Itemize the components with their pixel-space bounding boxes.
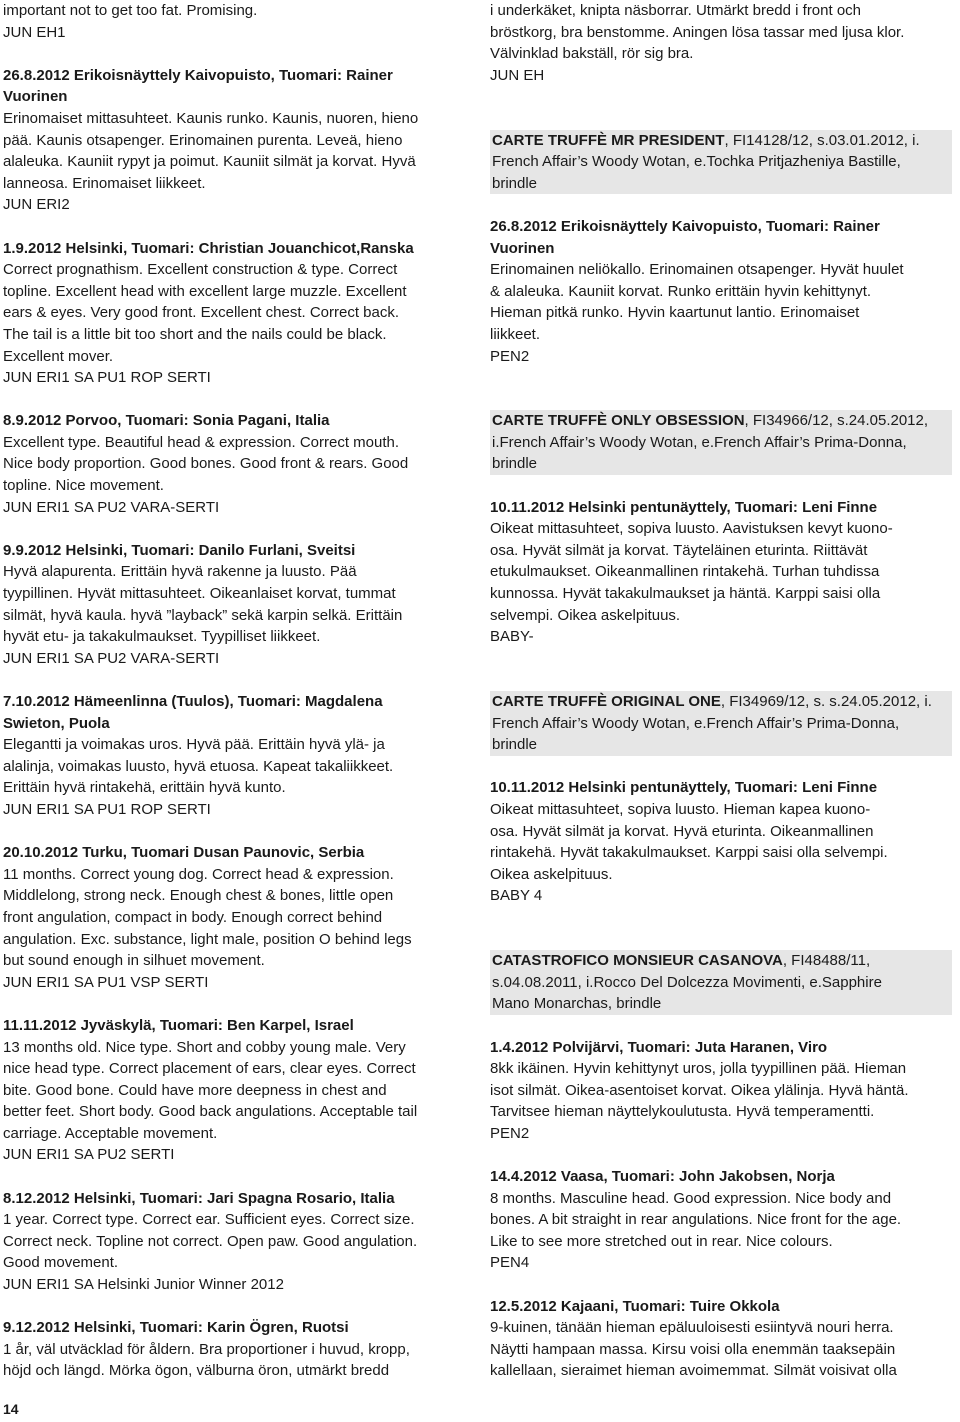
show-heading: 1.9.2012 Helsinki, Tuomari: Christian Jouanchicot,Ranska	[3, 239, 414, 257]
spacer	[3, 821, 468, 843]
spacer	[490, 1015, 952, 1037]
critique-line: i underkäket, knipta näsborrar. Utmärkt bredd i front och	[490, 2, 862, 19]
show-heading: Vuorinen	[3, 88, 68, 106]
show-critique-line: BABY 4	[490, 887, 543, 905]
show-critique-line: lanneosa. Erinomaiset liikkeet.	[3, 174, 206, 192]
show-critique-line: PEN2	[490, 347, 530, 365]
show-heading: 11.11.2012 Jyväskylä, Tuomari: Ben Karpel, Israel	[3, 1016, 354, 1034]
show-heading: 1.4.2012 Polvijärvi, Tuomari: Juta Haranen, Viro	[490, 1038, 828, 1056]
show-critique-line: Excellent mover.	[3, 347, 114, 365]
show-critique-line: selvempi. Oikea askelpituus.	[490, 606, 681, 624]
show-critique-line: tyypillinen. Hyvät mittasuhteet. Oikeanlaiset korvat, tummat	[3, 585, 396, 603]
show-entry	[490, 1166, 952, 1274]
spacer	[3, 993, 468, 1015]
dog-header	[490, 410, 952, 475]
dog-info-line: CATASTROFICO MONSIEUR CASANOVA, FI48488/11,	[492, 952, 871, 970]
show-critique-line: Erinomainen neliökallo. Erinomainen otsapenger. Hyvät huulet	[490, 261, 904, 279]
critique-line: JUN EH	[490, 66, 545, 84]
dog-name: CARTE TRUFFÈ ONLY OBSESSION	[492, 412, 745, 430]
show-critique-line: 1 år, väl utväcklad för åldern. Bra proportioner i huvud, kropp,	[3, 1340, 410, 1358]
show-critique-line: Näytti hampaan massa. Kirsu voisi olla enemmän taaksepäin	[490, 1340, 896, 1358]
show-critique-line: Tarvitsee hieman näyttelykoulutusta. Hyvä temperamentti.	[490, 1103, 875, 1121]
show-critique-line: alalinja, voimakas luusto, hyvä etuosa. Kapeat takaliikkeet.	[3, 757, 394, 775]
show-critique-line: Correct prognathism. Excellent construction & type. Correct	[3, 261, 398, 279]
show-critique-line: angulation. Exc. substance, light male, position O behind legs	[3, 930, 412, 948]
show-critique-line: Oikeat mittasuhteet, sopiva luusto. Aavistuksen kevyt kuono-	[490, 520, 893, 538]
show-critique-line: Oikea askelpituus.	[490, 865, 613, 883]
show-heading: 12.5.2012 Kajaani, Tuomari: Tuire Okkola	[490, 1297, 780, 1315]
show-critique-line: JUN ERI1 SA PU1 VSP SERTI	[3, 973, 209, 991]
show-heading: Vuorinen	[490, 239, 555, 257]
show-critique-line: Oikeat mittasuhteet, sopiva luusto. Hieman kapea kuono-	[490, 800, 871, 818]
show-critique-line: JUN ERI1 SA PU2 VARA-SERTI	[3, 498, 220, 516]
critique-line: important not to get too fat. Promising.	[3, 2, 258, 19]
show-entry	[490, 1296, 952, 1382]
show-entry	[490, 777, 952, 907]
show-critique-line: Good movement.	[3, 1254, 119, 1272]
show-critique-line: JUN ERI1 SA PU2 SERTI	[3, 1146, 175, 1164]
show-heading: 14.4.2012 Vaasa, Tuomari: John Jakobsen, Norja	[490, 1168, 835, 1186]
show-critique-line: Like to see more stretched out in rear. Nice colours.	[490, 1232, 833, 1250]
spacer	[490, 929, 952, 951]
show-critique-line: 9-kuinen, tänään hieman epäluuloisesti esiintyvä nouri herra.	[490, 1319, 894, 1337]
dog-info-line: i.French Affair’s Woody Wotan, e.French Affair’s Prima-Donna,	[492, 433, 907, 451]
show-entry	[3, 842, 468, 993]
spacer	[3, 43, 468, 65]
critique-line: Välvinklad bakställ, rör sig bra.	[490, 45, 694, 63]
show-critique-line: silmät, hyvä kaula. hyvä ”layback” sekä karpin selkä. Erittäin	[3, 606, 403, 624]
show-heading: 20.10.2012 Turku, Tuomari Dusan Paunovic, Serbia	[3, 844, 365, 862]
show-critique-line: nice head type. Correct placement of ears, clear eyes. Correct	[3, 1060, 416, 1078]
show-critique-line: Elegantti ja voimakas uros. Hyvä pää. Erittäin hyvä ylä- ja	[3, 736, 385, 754]
show-critique-line: The tail is a little bit too short and the nails could be black.	[3, 325, 387, 343]
show-critique-line: 11 months. Correct young dog. Correct head & expression.	[3, 865, 394, 883]
spacer	[490, 648, 952, 670]
show-critique-line: Correct neck. Topline not correct. Open paw. Good angulation.	[3, 1232, 418, 1250]
spacer	[3, 389, 468, 411]
continued-critique	[490, 0, 952, 86]
show-critique-line: hyvät etu- ja takakulmaukset. Tyypilliset liikkeet.	[3, 628, 321, 646]
show-critique-line: bite. Good bone. Could have more deepness in chest and	[3, 1081, 387, 1099]
spacer	[490, 756, 952, 778]
show-critique-line: bones. A bit straight in rear angulations. Nice front for the age.	[490, 1211, 902, 1229]
critique-line: bröstkorg, bra benstomme. Aningen lösa tassar med ljusa klor.	[490, 23, 905, 41]
show-critique-line: osa. Hyvät silmät ja korvat. Hyvä eturinta. Oikeanmallinen	[490, 822, 874, 840]
right-column	[490, 0, 952, 1382]
show-critique-line: Erinomaiset mittasuhteet. Kaunis runko. Kaunis, nuoren, hieno	[3, 109, 419, 127]
spacer	[490, 389, 952, 411]
show-critique-line: alaleuka. Kauniit rypyt ja poimut. Kauniit silmät ja korvat. Hyvä	[3, 153, 416, 171]
dog-header	[490, 130, 952, 195]
show-critique-line: JUN ERI1 SA PU1 ROP SERTI	[3, 800, 211, 818]
dog-info-line: brindle	[492, 455, 538, 473]
show-critique-line: rintakehä. Hyvät takakulmaukset. Karppi saisi olla selvempi.	[490, 844, 888, 862]
show-critique-line: & alaleuka. Kauniit korvat. Runko erittäin hyvin kehittynyt.	[490, 282, 872, 300]
dog-info-line: CARTE TRUFFÈ ORIGINAL ONE, FI34969/12, s. s.24.05.2012, i.	[492, 693, 932, 710]
show-heading: 7.10.2012 Hämeenlinna (Tuulos), Tuomari: Magdalena	[3, 693, 383, 710]
show-heading: 26.8.2012 Erikoisnäyttely Kaivopuisto, Tuomari: Rainer	[490, 217, 880, 235]
show-entry	[3, 410, 468, 518]
show-critique-line: pää. Kaunis otsapenger. Erinomainen purenta. Leveä, hieno	[3, 131, 403, 149]
show-critique-line: 8kk ikäinen. Hyvin kehittynyt uros, jolla tyypillinen pää. Hieman	[490, 1060, 907, 1078]
show-critique-line: 1 year. Correct type. Correct ear. Sufficient eyes. Correct size.	[3, 1211, 415, 1229]
show-heading: 10.11.2012 Helsinki pentunäyttely, Tuomari: Leni Finne	[490, 779, 878, 797]
show-critique-line: JUN ERI1 SA PU2 VARA-SERTI	[3, 649, 220, 667]
spacer	[490, 907, 952, 929]
dog-header	[490, 950, 952, 1015]
spacer	[490, 194, 952, 216]
spacer	[3, 518, 468, 540]
show-critique-line: JUN ERI1 SA Helsinki Junior Winner 2012	[3, 1276, 284, 1294]
spacer	[490, 1274, 952, 1296]
show-critique-line: osa. Hyvät silmät ja korvat. Täyteläinen eturinta. Riittävät	[490, 541, 868, 559]
spacer	[490, 108, 952, 130]
dog-info-line: CARTE TRUFFÈ ONLY OBSESSION, FI34966/12, s.24.05.2012,	[492, 412, 929, 430]
dog-info-line: brindle	[492, 174, 538, 192]
show-critique-line: 13 months old. Nice type. Short and cobby young male. Very	[3, 1038, 406, 1056]
dog-header	[490, 691, 952, 756]
spacer	[490, 1144, 952, 1166]
show-critique-line: JUN ERI2	[3, 196, 70, 214]
show-critique-line: Excellent type. Beautiful head & expression. Correct mouth.	[3, 433, 400, 451]
show-critique-line: etukulmaukset. Oikeanmallinen rintakehä. Turhan tuhdissa	[490, 563, 880, 581]
dog-info-line: CARTE TRUFFÈ MR PRESIDENT, FI14128/12, s.03.01.2012, i.	[492, 131, 920, 149]
spacer	[490, 475, 952, 497]
dog-info-line: Mano Monarchas, brindle	[492, 995, 662, 1013]
show-critique-line: topline. Excellent head with excellent large muzzle. Excellent	[3, 282, 407, 300]
show-entry	[490, 497, 952, 648]
show-critique-line: carriage. Acceptable movement.	[3, 1124, 218, 1142]
show-critique-line: better feet. Short body. Good back angulations. Acceptable tail	[3, 1103, 418, 1121]
spacer	[490, 669, 952, 691]
dog-info-line: French Affair’s Woody Wotan, e.Tochka Pritjazheniya Bastille,	[492, 153, 901, 171]
show-heading: 8.9.2012 Porvoo, Tuomari: Sonia Pagani, Italia	[3, 412, 330, 430]
show-heading: 9.12.2012 Helsinki, Tuomari: Karin Ögren, Ruotsi	[3, 1319, 349, 1337]
dog-name: CARTE TRUFFÈ MR PRESIDENT	[492, 131, 725, 149]
dog-name: CATASTROFICO MONSIEUR CASANOVA	[492, 952, 783, 970]
spacer	[490, 86, 952, 108]
show-critique-line: PEN2	[490, 1124, 530, 1142]
show-entry	[490, 216, 952, 367]
show-critique-line: Nice body proportion. Good bones. Good front & rears. Good	[3, 455, 409, 473]
left-column	[3, 0, 468, 1382]
spacer	[490, 367, 952, 389]
show-critique-line: topline. Nice movement.	[3, 477, 164, 495]
show-critique-line: BABY-	[490, 628, 534, 646]
show-entry	[3, 540, 468, 670]
show-entry	[3, 238, 468, 389]
show-critique-line: liikkeet.	[490, 325, 541, 343]
spacer	[3, 216, 468, 238]
show-entry	[3, 1317, 468, 1382]
show-critique-line: PEN4	[490, 1254, 530, 1272]
show-entry	[490, 1037, 952, 1145]
show-heading: Swieton, Puola	[3, 714, 110, 732]
spacer	[3, 669, 468, 691]
dog-info-line: French Affair’s Woody Wotan, e.French Affair’s Prima-Donna,	[492, 714, 900, 732]
show-critique-line: ears & eyes. Very good front. Excellent chest. Correct back.	[3, 304, 400, 322]
show-heading: 8.12.2012 Helsinki, Tuomari: Jari Spagna Rosario, Italia	[3, 1189, 395, 1207]
critique-line: JUN EH1	[3, 23, 66, 41]
show-heading: 26.8.2012 Erikoisnäyttely Kaivopuisto, Tuomari: Rainer	[3, 66, 393, 84]
show-critique-line: Middlelong, strong neck. Enough chest & bones, little open	[3, 887, 394, 905]
show-critique-line: front angulation, compact in body. Enough correct behind	[3, 908, 383, 926]
show-critique-line: JUN ERI1 SA PU1 ROP SERTI	[3, 369, 211, 387]
dog-info-line: brindle	[492, 736, 538, 754]
show-critique-line: Erittäin hyvä rintakehä, erittäin hyvä kunto.	[3, 779, 286, 797]
spacer	[3, 1166, 468, 1188]
show-heading: 10.11.2012 Helsinki pentunäyttely, Tuomari: Leni Finne	[490, 498, 878, 516]
show-entry	[3, 1188, 468, 1296]
show-critique-line: kallellaan, sieraimet hieman avoimemmat. Silmät voisivat olla	[490, 1362, 897, 1380]
page-number: 14	[3, 1401, 19, 1417]
show-critique-line: höjd och längd. Mörka ögon, välburna öron, utmärkt bredd	[3, 1362, 390, 1380]
show-entry	[3, 65, 468, 216]
dog-name: CARTE TRUFFÈ ORIGINAL ONE	[492, 693, 721, 710]
show-critique-line: but sound enough in silhuet movement.	[3, 952, 265, 970]
show-entry	[3, 691, 468, 821]
spacer	[3, 1296, 468, 1318]
show-critique-line: kunnossa. Hyvät takakulmaukset ja häntä. Karppi saisi olla	[490, 585, 881, 603]
show-critique-line: Hyvä alapurenta. Erittäin hyvä rakenne ja luusto. Pää	[3, 563, 357, 581]
show-critique-line: isot silmät. Oikea-asentoiset korvat. Oikea ylälinja. Hyvä häntä.	[490, 1081, 909, 1099]
dog-info-line: s.04.08.2011, i.Rocco Del Dolcezza Movimenti, e.Sapphire	[492, 973, 882, 991]
show-heading: 9.9.2012 Helsinki, Tuomari: Danilo Furlani, Sveitsi	[3, 541, 356, 559]
show-critique-line: 8 months. Masculine head. Good expression. Nice body and	[490, 1189, 892, 1207]
show-entry	[3, 1015, 468, 1166]
continued-critique	[3, 0, 468, 43]
show-critique-line: Hieman pitkä runko. Hyvin kaartunut lantio. Erinomaiset	[490, 304, 860, 322]
